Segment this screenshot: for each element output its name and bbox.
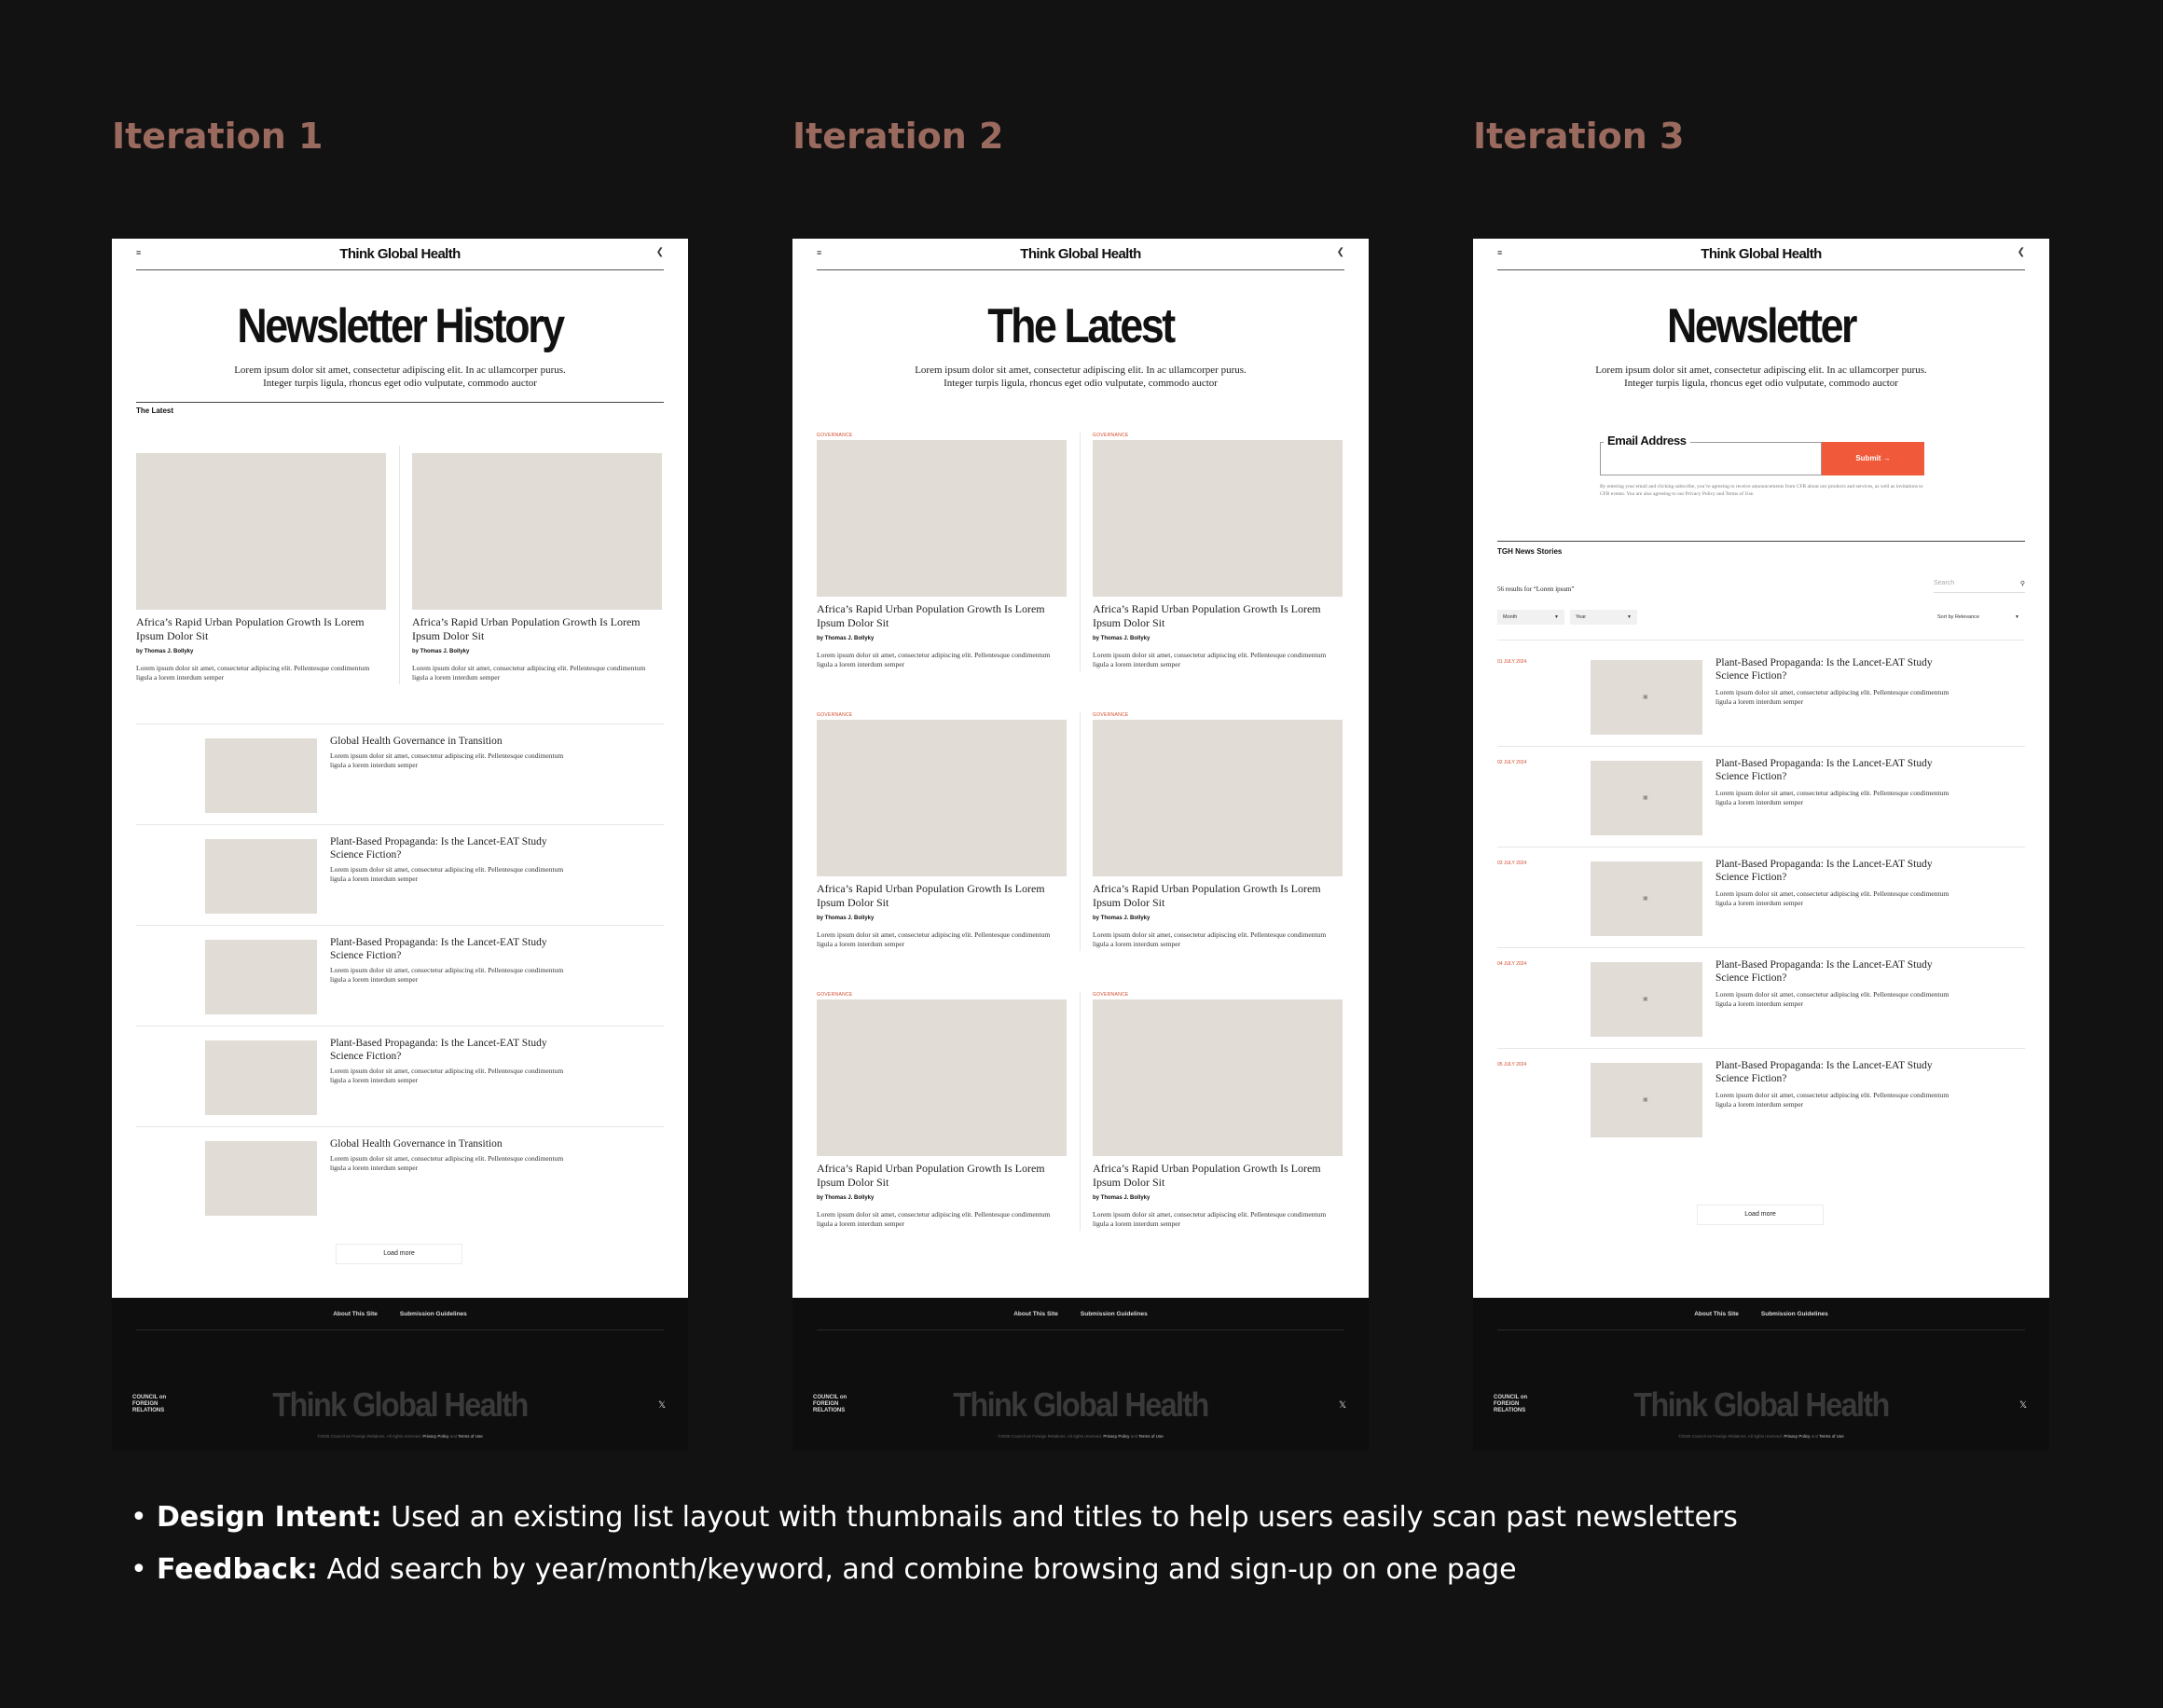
image-icon: ▣ bbox=[1643, 896, 1648, 902]
footer-link-about[interactable]: About This Site bbox=[333, 1311, 378, 1317]
x-icon[interactable]: 𝕏 bbox=[657, 1400, 666, 1411]
newsletter-thumbnail[interactable] bbox=[1591, 962, 1702, 1037]
card-description: Lorem ipsum dolor sit amet, consectetur adipiscing elit. Pellentesque condimentum ligula a lorem interdum semper bbox=[817, 930, 1051, 948]
column-divider bbox=[399, 446, 400, 684]
bullet-icon: • bbox=[131, 1501, 147, 1534]
list-thumbnail[interactable] bbox=[205, 1141, 317, 1216]
iteration-2-title: Iteration 2 bbox=[792, 116, 1004, 157]
page-title: Newsletter History bbox=[237, 299, 563, 353]
image-icon: ▣ bbox=[1643, 1097, 1648, 1103]
newsletter-thumbnail[interactable] bbox=[1591, 1063, 1702, 1137]
list-item-description: Lorem ipsum dolor sit amet, consectetur adipiscing elit. Pellentesque condimentum ligula a lorem interdum semper bbox=[330, 1067, 564, 1084]
month-select[interactable]: Month ▼ bbox=[1497, 610, 1564, 625]
notes-list bbox=[131, 1492, 1995, 1596]
section-divider bbox=[136, 402, 664, 403]
newsletter-description: Lorem ipsum dolor sit amet, consectetur adipiscing elit. Pellentesque condimentum ligula a lorem interdum semper bbox=[1715, 1091, 1949, 1109]
load-more-button[interactable]: Load more bbox=[1697, 1205, 1824, 1225]
cfr-logo[interactable]: COUNCIL on FOREIGN RELATIONS bbox=[813, 1395, 847, 1413]
card-title[interactable]: Africa’s Rapid Urban Population Growth Is Lorem Ipsum Dolor Sit bbox=[1093, 1162, 1321, 1189]
category-tag[interactable]: GOVERNANCE bbox=[817, 712, 853, 718]
footer-link-guidelines[interactable]: Submission Guidelines bbox=[399, 1311, 467, 1317]
column-divider bbox=[1080, 992, 1081, 1231]
page-description: Lorem ipsum dolor sit amet, consectetur adipiscing elit. In ac ullamcorper purus. Integer turpis ligula, rhoncus eget odio vulputate, commodo auctor bbox=[915, 365, 1247, 389]
menu-icon[interactable]: ≡ bbox=[136, 248, 142, 257]
footer-brand: Think Global Health bbox=[953, 1385, 1208, 1424]
image-icon: ▣ bbox=[1643, 997, 1648, 1002]
footer-divider bbox=[1497, 1329, 2025, 1330]
chevron-down-icon: ▼ bbox=[1627, 614, 1632, 620]
category-tag[interactable]: GOVERNANCE bbox=[1093, 433, 1129, 438]
site-header bbox=[136, 239, 664, 270]
consent-text: By entering your email and clicking subscribe, you’re agreeing to receive announcements from CFR about our products and services, as well as invitations to CFR events. You are also agreeing to our Privacy Policy and Terms of Use. bbox=[1600, 484, 1923, 497]
iteration-2-mockup bbox=[792, 239, 1369, 1451]
section-divider bbox=[1497, 541, 2025, 542]
newsletter-thumbnail[interactable] bbox=[1591, 761, 1702, 835]
newsletter-date: 02 JULY 2024 bbox=[1497, 760, 1527, 765]
page-title: Newsletter bbox=[1666, 299, 1856, 353]
card-description: Lorem ipsum dolor sit amet, consectetur adipiscing elit. Pellentesque condimentum ligula a lorem interdum semper bbox=[1093, 930, 1327, 948]
newsletter-description: Lorem ipsum dolor sit amet, consectetur adipiscing elit. Pellentesque condimentum ligula a lorem interdum semper bbox=[1715, 990, 1949, 1008]
card-image[interactable] bbox=[1093, 720, 1343, 876]
terms-link[interactable]: Terms of Use bbox=[458, 1434, 483, 1439]
sort-select[interactable]: Sort by Relevance ▼ bbox=[1930, 610, 2025, 625]
chevron-down-icon: ▼ bbox=[1554, 614, 1559, 620]
card-byline: by Thomas J. Bollyky bbox=[1093, 916, 1150, 921]
card-description: Lorem ipsum dolor sit amet, consectetur adipiscing elit. Pellentesque condimentum ligula a lorem interdum semper bbox=[817, 651, 1051, 668]
newsletter-title[interactable]: Plant-Based Propaganda: Is the Lancet-EAT Study Science Fiction? bbox=[1715, 959, 1933, 984]
menu-icon[interactable]: ≡ bbox=[817, 248, 822, 257]
list-item-title[interactable]: Global Health Governance in Transition bbox=[330, 736, 503, 747]
newsletter-description: Lorem ipsum dolor sit amet, consectetur adipiscing elit. Pellentesque condimentum ligula a lorem interdum semper bbox=[1715, 889, 1949, 907]
site-footer bbox=[112, 1298, 688, 1451]
newsletter-title[interactable]: Plant-Based Propaganda: Is the Lancet-EAT Study Science Fiction? bbox=[1715, 657, 1933, 682]
featured-description: Lorem ipsum dolor sit amet, consectetur adipiscing elit. Pellentesque condimentum ligula a lorem interdum semper bbox=[412, 664, 646, 682]
section-label: The Latest bbox=[136, 406, 174, 415]
newsletter-date: 04 JULY 2024 bbox=[1497, 961, 1527, 967]
x-icon[interactable]: 𝕏 bbox=[1338, 1400, 1346, 1411]
card-title[interactable]: Africa’s Rapid Urban Population Growth Is Lorem Ipsum Dolor Sit bbox=[817, 602, 1045, 629]
privacy-link[interactable]: Privacy Policy bbox=[1103, 1434, 1130, 1439]
search-input[interactable]: Search ⚲ bbox=[1934, 580, 2025, 593]
terms-link[interactable]: Terms of Use bbox=[1819, 1434, 1844, 1439]
card-title[interactable]: Africa’s Rapid Urban Population Growth Is Lorem Ipsum Dolor Sit bbox=[817, 1162, 1045, 1189]
footer-link-guidelines[interactable]: Submission Guidelines bbox=[1080, 1311, 1148, 1317]
results-count: 56 results for “Lorem ipsum” bbox=[1497, 585, 1575, 593]
category-tag[interactable]: GOVERNANCE bbox=[817, 433, 853, 438]
card-image[interactable] bbox=[817, 999, 1067, 1156]
card-image[interactable] bbox=[817, 440, 1067, 597]
image-icon: ▣ bbox=[1643, 695, 1648, 700]
copyright: ©2025 Council on Foreign Relations. All rights reserved. Privacy Policy and Terms of Use bbox=[998, 1434, 1164, 1439]
card-byline: by Thomas J. Bollyky bbox=[817, 1195, 875, 1201]
footer-link-about[interactable]: About This Site bbox=[1013, 1311, 1058, 1317]
email-field-label: Email Address bbox=[1604, 434, 1690, 448]
load-more-button[interactable]: Load more bbox=[336, 1244, 462, 1264]
site-brand[interactable]: Think Global Health bbox=[339, 246, 461, 262]
privacy-link[interactable]: Privacy Policy bbox=[422, 1434, 449, 1439]
list-thumbnail[interactable] bbox=[205, 940, 317, 1014]
list-item-description: Lorem ipsum dolor sit amet, consectetur adipiscing elit. Pellentesque condimentum ligula a lorem interdum semper bbox=[330, 1154, 564, 1172]
card-byline: by Thomas J. Bollyky bbox=[1093, 636, 1150, 641]
card-description: Lorem ipsum dolor sit amet, consectetur adipiscing elit. Pellentesque condimentum ligula a lorem interdum semper bbox=[1093, 651, 1327, 668]
row-divider bbox=[136, 1126, 664, 1127]
footer-brand: Think Global Health bbox=[1633, 1385, 1889, 1424]
site-brand[interactable]: Think Global Health bbox=[1020, 246, 1141, 262]
iteration-1-mockup bbox=[112, 239, 688, 1451]
cfr-logo[interactable]: COUNCIL on FOREIGN RELATIONS bbox=[132, 1395, 167, 1413]
row-divider bbox=[1497, 746, 2025, 747]
featured-byline: by Thomas J. Bollyky bbox=[136, 649, 194, 654]
card-description: Lorem ipsum dolor sit amet, consectetur adipiscing elit. Pellentesque condimentum ligula a lorem interdum semper bbox=[1093, 1210, 1327, 1228]
newsletter-title[interactable]: Plant-Based Propaganda: Is the Lancet-EAT Study Science Fiction? bbox=[1715, 859, 1933, 883]
page-description: Lorem ipsum dolor sit amet, consectetur adipiscing elit. In ac ullamcorper purus. Integer turpis ligula, rhoncus eget odio vulputate, commodo auctor bbox=[234, 365, 566, 389]
list-item-title[interactable]: Plant-Based Propaganda: Is the Lancet-EAT Study Science Fiction? bbox=[330, 937, 547, 961]
newsletter-title[interactable]: Plant-Based Propaganda: Is the Lancet-EAT Study Science Fiction? bbox=[1715, 1060, 1933, 1084]
section-label: TGH News Stories bbox=[1497, 547, 1563, 556]
site-footer bbox=[1473, 1298, 2049, 1451]
page-title: The Latest bbox=[987, 299, 1174, 353]
submit-button[interactable]: Submit → bbox=[1822, 442, 1924, 475]
card-title[interactable]: Africa’s Rapid Urban Population Growth Is Lorem Ipsum Dolor Sit bbox=[1093, 602, 1321, 629]
share-icon[interactable]: ❮ bbox=[1336, 247, 1344, 257]
iteration-3-title: Iteration 3 bbox=[1473, 116, 1685, 157]
footer-brand: Think Global Health bbox=[272, 1385, 528, 1424]
newsletter-thumbnail[interactable] bbox=[1591, 660, 1702, 735]
bullet-icon: • bbox=[131, 1553, 147, 1586]
featured-title[interactable]: Africa’s Rapid Urban Population Growth Is Lorem Ipsum Dolor Sit bbox=[136, 615, 365, 642]
footer-divider bbox=[817, 1329, 1344, 1330]
share-icon[interactable]: ❮ bbox=[2017, 247, 2025, 257]
category-tag[interactable]: GOVERNANCE bbox=[817, 992, 853, 998]
newsletter-title[interactable]: Plant-Based Propaganda: Is the Lancet-EAT Study Science Fiction? bbox=[1715, 758, 1933, 782]
featured-byline: by Thomas J. Bollyky bbox=[412, 649, 470, 654]
newsletter-date: 05 JULY 2024 bbox=[1497, 1062, 1527, 1068]
site-footer bbox=[792, 1298, 1369, 1451]
featured-description: Lorem ipsum dolor sit amet, consectetur adipiscing elit. Pellentesque condimentum ligula a lorem interdum semper bbox=[136, 664, 370, 682]
list-item-description: Lorem ipsum dolor sit amet, consectetur adipiscing elit. Pellentesque condimentum ligula a lorem interdum semper bbox=[330, 751, 564, 769]
featured-image[interactable] bbox=[412, 453, 662, 610]
terms-link[interactable]: Terms of Use bbox=[1138, 1434, 1164, 1439]
list-item-description: Lorem ipsum dolor sit amet, consectetur adipiscing elit. Pellentesque condimentum ligula a lorem interdum semper bbox=[330, 865, 564, 883]
column-divider bbox=[1080, 712, 1081, 951]
site-brand[interactable]: Think Global Health bbox=[1701, 246, 1822, 262]
list-thumbnail[interactable] bbox=[205, 738, 317, 813]
newsletter-description: Lorem ipsum dolor sit amet, consectetur adipiscing elit. Pellentesque condimentum ligula a lorem interdum semper bbox=[1715, 688, 1949, 706]
card-byline: by Thomas J. Bollyky bbox=[817, 916, 875, 921]
list-thumbnail[interactable] bbox=[205, 1040, 317, 1115]
privacy-link[interactable]: Privacy Policy bbox=[1784, 1434, 1811, 1439]
list-item-title[interactable]: Global Health Governance in Transition bbox=[330, 1138, 503, 1150]
card-image[interactable] bbox=[817, 720, 1067, 876]
category-tag[interactable]: GOVERNANCE bbox=[1093, 992, 1129, 998]
feedback-note: • Feedback: Add search by year/month/keyword, and combine browsing and sign-up on one page bbox=[131, 1544, 1995, 1596]
list-item-description: Lorem ipsum dolor sit amet, consectetur adipiscing elit. Pellentesque condimentum ligula a lorem interdum semper bbox=[330, 966, 564, 984]
design-intent-note: • Design Intent: Used an existing list layout with thumbnails and titles to help users easily scan past newsletters bbox=[131, 1492, 1995, 1544]
card-title[interactable]: Africa’s Rapid Urban Population Growth Is Lorem Ipsum Dolor Sit bbox=[817, 882, 1045, 909]
card-title[interactable]: Africa’s Rapid Urban Population Growth Is Lorem Ipsum Dolor Sit bbox=[1093, 882, 1321, 909]
featured-title[interactable]: Africa’s Rapid Urban Population Growth Is Lorem Ipsum Dolor Sit bbox=[412, 615, 641, 642]
newsletter-description: Lorem ipsum dolor sit amet, consectetur adipiscing elit. Pellentesque condimentum ligula a lorem interdum semper bbox=[1715, 789, 1949, 806]
list-item-title[interactable]: Plant-Based Propaganda: Is the Lancet-EAT Study Science Fiction? bbox=[330, 1038, 547, 1062]
cfr-logo[interactable]: COUNCIL on FOREIGN RELATIONS bbox=[1494, 1395, 1528, 1413]
row-divider bbox=[1497, 1048, 2025, 1049]
row-divider bbox=[136, 824, 664, 825]
x-icon[interactable]: 𝕏 bbox=[2018, 1400, 2027, 1411]
newsletter-date: 01 JULY 2024 bbox=[1497, 659, 1527, 665]
newsletter-thumbnail[interactable] bbox=[1591, 861, 1702, 936]
iteration-3-mockup bbox=[1473, 239, 2049, 1451]
footer-link-about[interactable]: About This Site bbox=[1694, 1311, 1739, 1317]
page-description: Lorem ipsum dolor sit amet, consectetur adipiscing elit. In ac ullamcorper purus. Integer turpis ligula, rhoncus eget odio vulputate, commodo auctor bbox=[1595, 365, 1927, 389]
share-icon[interactable]: ❮ bbox=[655, 247, 664, 257]
search-icon[interactable]: ⚲ bbox=[2019, 581, 2025, 587]
list-item-title[interactable]: Plant-Based Propaganda: Is the Lancet-EAT Study Science Fiction? bbox=[330, 836, 547, 861]
copyright: ©2025 Council on Foreign Relations. All rights reserved. Privacy Policy and Terms of Use bbox=[1678, 1434, 1844, 1439]
featured-image[interactable] bbox=[136, 453, 386, 610]
footer-divider bbox=[136, 1329, 664, 1330]
newsletter-date: 03 JULY 2024 bbox=[1497, 861, 1527, 866]
iteration-1-title: Iteration 1 bbox=[112, 116, 324, 157]
card-description: Lorem ipsum dolor sit amet, consectetur adipiscing elit. Pellentesque condimentum ligula a lorem interdum semper bbox=[817, 1210, 1051, 1228]
chevron-down-icon: ▼ bbox=[2015, 614, 2019, 620]
year-select[interactable]: Year ▼ bbox=[1570, 610, 1637, 625]
card-image[interactable] bbox=[1093, 440, 1343, 597]
copyright: ©2025 Council on Foreign Relations. All rights reserved. Privacy Policy and Terms of Use bbox=[317, 1434, 483, 1439]
row-divider bbox=[1497, 947, 2025, 948]
category-tag[interactable]: GOVERNANCE bbox=[1093, 712, 1129, 718]
card-byline: by Thomas J. Bollyky bbox=[817, 636, 875, 641]
image-icon: ▣ bbox=[1643, 795, 1648, 801]
menu-icon[interactable]: ≡ bbox=[1497, 248, 1503, 257]
list-thumbnail[interactable] bbox=[205, 839, 317, 914]
row-divider bbox=[136, 723, 664, 724]
site-header bbox=[1497, 239, 2025, 270]
card-byline: by Thomas J. Bollyky bbox=[1093, 1195, 1150, 1201]
site-header bbox=[817, 239, 1344, 270]
row-divider bbox=[136, 925, 664, 926]
card-image[interactable] bbox=[1093, 999, 1343, 1156]
footer-link-guidelines[interactable]: Submission Guidelines bbox=[1760, 1311, 1828, 1317]
column-divider bbox=[1080, 433, 1081, 671]
